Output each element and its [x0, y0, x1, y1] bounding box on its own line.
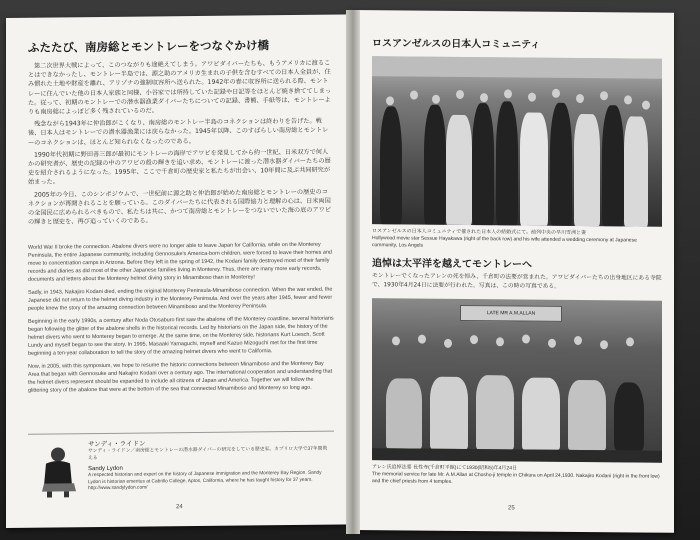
face: [522, 334, 530, 343]
person: [614, 382, 644, 450]
face: [600, 91, 608, 100]
photo-ceiling: [372, 56, 662, 79]
face: [386, 96, 394, 105]
en-text-block: [28, 241, 334, 400]
face: [548, 339, 556, 348]
dress: [574, 114, 600, 226]
robed-figure: [522, 377, 560, 449]
photo1-title: ロスアンゼルスの日本人コミュニティ: [372, 38, 541, 51]
photo2-title: 追悼は太平洋を越えてモントレーへ: [372, 258, 532, 271]
robed-figure: [568, 380, 606, 450]
left-page-title: ふたたび、南房総とモントレーをつなぐかけ橋: [28, 38, 270, 55]
face: [576, 94, 584, 103]
bio-url: http://www.sandylydon.com/: [88, 485, 148, 492]
person: [550, 103, 572, 226]
jp-paragraph: 残念ながら1943年に仲治郎がこくなり、南房総のモントレー半島のコネクションは終わりを告げた。戦後、日本人はモントレーでの潜水器漁業には戻らなかった。1945年以降、このすばらしい南房総とモントレーのコネクションは、ほとんど知られなくなったのである。: [28, 117, 329, 147]
face: [444, 339, 452, 348]
face: [552, 89, 560, 98]
memorial-body-text: モントレーでくなったアレンの死を悼み、千倉町の法要が営まれた。アワビダイバーたちの出身地区にある寺院で、1930年4月24日に法要が行われた。写真は、この時の写真である。: [372, 273, 662, 290]
en-paragraph: World War II broke the connection. Abalone divers were no longer able to leave Japan for California, while on the Monterey Peninsula, the entire Japanese community, including Gennosuke's America-born children, were forced to leave their homes and move to concentration camps in Arizona. Before they left in the spring of 1942, the Kodani family destroyed most of their family records and diaries as did most of the other Japanese families living in Monterey. Thus, there are many more early records, documents and letters about the Monterey helmet diving story in Minamiboso than in Monterey!: [28, 241, 332, 283]
face: [574, 336, 582, 345]
memorial-group-photo: [372, 298, 662, 463]
person: [602, 105, 624, 226]
author-portrait: [32, 441, 82, 498]
face: [600, 340, 608, 349]
right-page: [352, 10, 674, 533]
face: [432, 95, 440, 104]
face: [504, 89, 512, 98]
en-paragraph: Now, in 2005, with this symposium, we hope to resume the historic connections between Minamiboso and the Monterey Bay Area that began with Gennosuke and Nakajiro Kodani over a century ago. The international cooperation and understanding that the helmet divers represent should be expanded to include all citizens of Japan and America. Together we will follow the glittering story of the abalone that were at the bottom of the sea that connected Minamiboso and Monterey so long ago.: [28, 360, 333, 394]
jp-paragraph: 1990年代初期に野田善三郎が最初にモントレーの海岸でアワビを発見してから約一世紀、日米双方で何人かの研究者が、歴史の記録の中のアワビの殻の輝きを追い求め、モントレーに渡った潜水器ダイバーたちの歴史を紹介されるようになった。1995年、ここで千倉町の歴史家と私たちが出会い、10年間に及ぶ共同研究が始まった。: [28, 148, 331, 187]
bio-name-jp: サンディ・ライドン: [88, 439, 146, 449]
face: [418, 335, 426, 344]
page-number-right: 25: [508, 505, 515, 512]
face: [642, 101, 650, 110]
wedding-group-photo: [372, 56, 662, 227]
face: [392, 336, 400, 345]
dress: [624, 116, 648, 226]
bio-jp-text: サンディ・ライドン／南房総とモントレーの潜水器ダイバーの研究をしている歴史家。カブリロ大学で37年間教える: [88, 446, 328, 461]
bio-en-text: A respected historian and expert on the history of Japanese immigration and the Monterey Bay Region. Sandy Lydon is historian emeritus at Cabrillo College, Aptos, California, where he has taught history for 37 years.: [88, 470, 322, 485]
page-number-left: 24: [176, 504, 183, 511]
photo2-caption: [372, 464, 662, 488]
bio-name-en: Sandy Lydon: [88, 465, 123, 473]
jp-text-block: [28, 59, 334, 228]
robed-figure: [476, 375, 514, 449]
face: [410, 91, 418, 100]
face: [456, 90, 464, 99]
en-paragraph: Sadly, in 1943, Nakajiro Kodani died, ending the original Monterey Peninsula-Minamiboso connection. When the war ended, the Japanese did not return to the helmet diving industry in the Monterey Peninsula. And over the years after 1945, fewer and fewer people knew the story of the amazing connection between Minamiboso and the Monterey Peninsula.: [28, 286, 333, 312]
photo-floor: [372, 448, 662, 463]
memorial-banner: LATE MR A.M.ALLAN: [460, 305, 562, 322]
face: [480, 93, 488, 102]
person: [380, 106, 402, 224]
face: [470, 335, 478, 344]
face: [528, 93, 536, 102]
robed-figure: [430, 377, 468, 449]
face: [624, 95, 632, 104]
en-paragraph: Beginning in the early 1990s, a century after Noda Otosaburo first saw the abalone off the Monterey coastline, several historians began following the glitter of the abalone shells in the historical records. Led by historians on the Japan side, the history of the helmet divers who went to Monterey began to emerge. At the same time, on the Monterey side, historians Kurt Loesch, Scott Lundy and myself began to see the story. In 1995, Masaaki Yamaguchi, myself and Kazuo Mizoguchi met for the first time beginning a ten-year collaboration to tell the story of the amazing helmet divers who went to California.: [28, 315, 334, 357]
photo2-caption-en: The memorial service for late Mr. A.M.Allan at Chosho-ji temple in Chikura on April 24,1930. Nakajiro Kodani (right in the front low) and the chief priests from 4 temples.: [372, 471, 660, 485]
person: [472, 103, 494, 225]
jp-paragraph: 第二次世界大戦によって、このつながりも途絶えてしまう。アワビダイバーたちも、もうアメリカに渡ることはできなかったし、モントレー半島では、源之助のアメリカ生まれの子供を含むすべての日本人全員が、住み慣れた土地や財産を離れ、アリゾナの強制収容所へ送られた。1942年の春に収容所に送られる際、モントレーに住んでいた他の日本人家族と同様、小谷家では所持していた記録や日記等をほとんど焼き捨ててしまった。従って、初期のモントレーでの潜水器漁業ダイバーたちについての記録、書簡、手紙等は、モントレーよりも南房総によっぽど多く残されているのだ。: [28, 59, 332, 116]
photo2-caption-jp: アレン氏追悼法要 長性寺(千倉町平館)にて1930(昭和5)年4月24日: [372, 464, 517, 472]
photo1-caption-en: Hollywood movie star Sessue Hayakawa (right of the back row) and his wife attended a wedding ceremony at Japanese community, Los Angels: [372, 235, 637, 249]
person: [424, 105, 446, 225]
person: [496, 101, 518, 225]
bride-dress: [520, 112, 548, 225]
photo1-caption: [372, 228, 662, 252]
jp-paragraph: 2005年の今日、このシンポジウムで、一世紀前に源之助と仲治郎が始めた南房総とモントレーの歴史のコネクションが再開されることを願っている。このダイバーたちに代表される国際協力と理解の心は、日米両国の全国民に広められるべきもので、私たちは共に、かつて南房総とモントレーをつないでいた海の底のアワビの輝きと歴史を、再び追っていくのである。: [28, 188, 332, 227]
dress: [446, 115, 472, 225]
photo1-caption-jp: ロスアンゼルスの日本人コミュニティで催された日本人の結婚式にて。前列中央の早川雪洲と妻: [372, 228, 587, 237]
robed-figure: [386, 378, 422, 448]
face: [496, 337, 504, 346]
face: [626, 337, 634, 346]
book-spine: [346, 10, 360, 534]
left-page: [6, 14, 355, 528]
bio-text: [88, 438, 328, 493]
